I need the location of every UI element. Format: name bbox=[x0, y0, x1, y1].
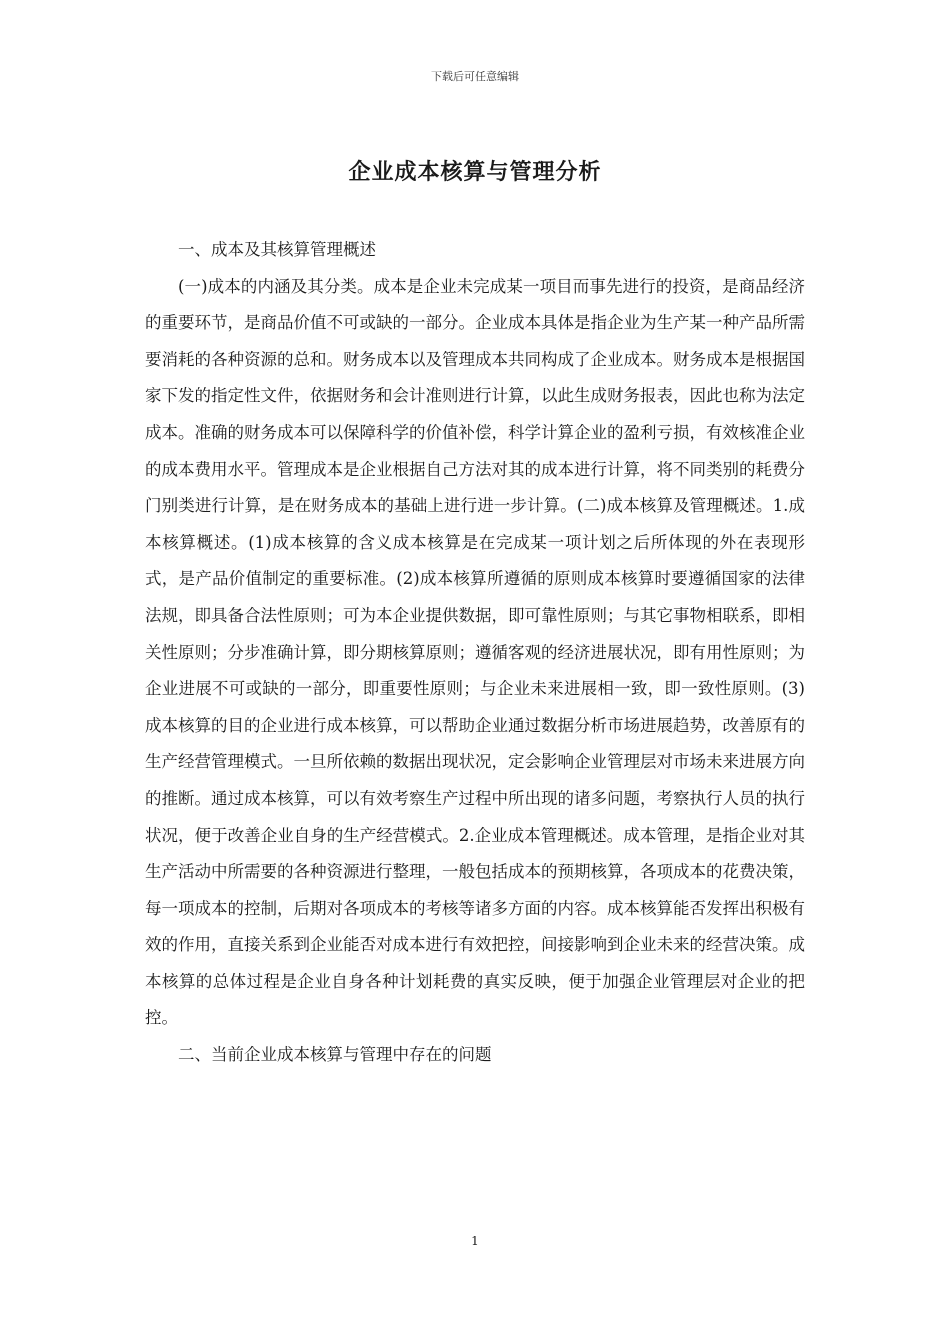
section-heading-2: 二、当前企业成本核算与管理中存在的问题 bbox=[178, 1045, 492, 1065]
document-title: 企业成本核算与管理分析 bbox=[348, 159, 602, 185]
document-body bbox=[145, 232, 805, 1074]
page-number: 1 bbox=[471, 1234, 479, 1248]
section-heading-1: 一、成本及其核算管理概述 bbox=[178, 240, 376, 259]
header-note: 下载后可任意编辑 bbox=[431, 70, 519, 83]
body-paragraph: (一)成本的内涵及其分类。成本是企业未完成某一项目而事先进行的投资，是商品经济的重要环节，是商品价值不可或缺的一部分。企业成本具体是指企业为生产某一种产品所需要消耗的各种资源的总和。财务成本以及管理成本共同构成了企业成本。财务成本是根据国家下发的指定性文件，依据财务和会计准则进行计算，以此生成财务报表，因此也称为法定成本。准确的财务成本可以保障科学的价值补偿，科学计算企业的盈利亏损，有效核准企业的成本费用水平。管理成本是企业根据自己方法对其的成本进行计算，将不同类别的耗费分门别类进行计算，是在财务成本的基础上进行进一步计算。(二)成本核算及管理概述。1.成本核算概述。(1)成本核算的含义成本核算是在完成某一项计划之后所体现的外在表现形式，是产品价值制定的重要标准。(2)成本核算所遵循的原则成本核算时要遵循国家的法律法规，即具备合法性原则；可为本企业提供数据，即可靠性原则；与其它事物相联系，即相关性原则；分步准确计算，即分期核算原则；遵循客观的经济进展状况，即有用性原则；为企业进展不可或缺的一部分，即重要性原则；与企业未来进展相一致，即一致性原则。(3)成本核算的目的企业进行成本核算，可以帮助企业通过数据分析市场进展趋势，改善原有的生产经营管理模式。一旦所依赖的数据出现状况，定会影响企业管理层对市场未来进展方向的推断。通过成本核算，可以有效考察生产过程中所出现的诸多问题，考察执行人员的执行状况，便于改善企业自身的生产经营模式。2.企业成本管理概述。成本管理，是指企业对其生产活动中所需要的各种资源进行整理，一般包括成本的预期核算，各项成本的花费决策，每一项成本的控制，后期对各项成本的考核等诸多方面的内容。成本核算能否发挥出积极有效的作用，直接关系到企业能否对成本进行有效把控，间接影响到企业未来的经营决策。成本核算的总体过程是企业自身各种计划耗费的真实反映，便于加强企业管理层对企业的把控。 bbox=[145, 276, 805, 1028]
